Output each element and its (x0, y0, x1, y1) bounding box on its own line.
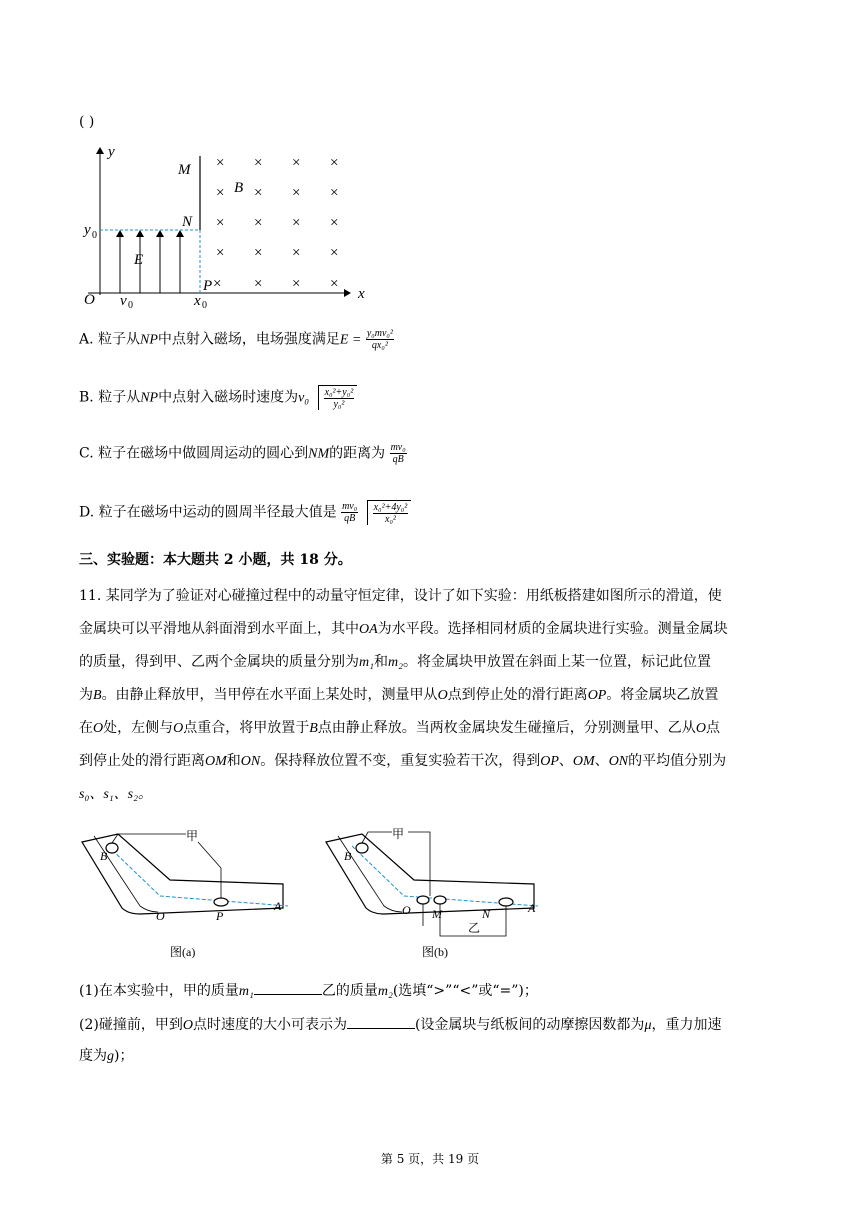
label-n: N (182, 214, 193, 230)
option-c: C. 粒子在磁场中做圆周运动的圆心到NM的距离为 $\frac{\text{mv₀}}{qB}$ (79, 442, 406, 465)
svg-text:B: B (344, 849, 352, 863)
svg-text:×: × (254, 245, 263, 261)
svg-text:A: A (528, 901, 536, 915)
svg-text:0: 0 (92, 230, 97, 241)
svg-text:×: × (330, 276, 339, 292)
label-x0: x (194, 293, 201, 309)
svg-text:×: × (292, 155, 301, 171)
svg-text:乙: 乙 (468, 921, 481, 935)
svg-text:×: × (330, 155, 339, 171)
svg-text:0: 0 (128, 300, 133, 311)
svg-text:甲: 甲 (392, 827, 405, 841)
svg-text:N: N (482, 907, 491, 921)
block-b-a (106, 843, 118, 853)
field-diagram (78, 140, 378, 312)
option-a: A. 粒子从NP中点射入磁场，电场强度满足E = $\frac{\text{y₀mv₀²}}{\text{qx₀²}}$ (79, 328, 393, 351)
block-p-a (214, 898, 228, 906)
svg-text:O: O (402, 903, 411, 917)
label-m: M (178, 162, 191, 178)
answer-blank-2[interactable] (347, 1014, 415, 1029)
label-p: P (203, 278, 213, 294)
label-e: E (134, 252, 144, 268)
question-11: 11. 某同学为了验证对心碰撞过程中的动量守恒定律，设计了如下实验：用纸板搭建如图所示的滑道，使 金属块可以平滑地从斜面滑到水平面上，其中OA为水平段。选择相同材质的金属块进行实验。测量金属块 的质量，得到甲、乙两个金属块的质量分别为m₁和m₂。将金属块甲放置在斜面上某一位置，标记此位置 为B。由静止释放甲，当甲停在水平面上某处时，测量甲从O点到停止处的滑行距离OP。将金属块乙放置 在O处，左侧与O点重合，将甲放置于B点由静止释放。当两枚金属块发生碰撞后，分别测量甲、乙从O点 到停止处的滑行距离OM和ON。保持释放位置不变，重复实验若干次，得到OP、OM、ON的平均值分别为 s₀、s₁、s₂。 (79, 588, 728, 802)
svg-text:×: × (216, 245, 225, 261)
label-y: y (108, 144, 115, 160)
svg-text:A: A (274, 899, 282, 913)
block-m-b (434, 896, 446, 904)
svg-text:×: × (254, 215, 263, 231)
slide-path-a (108, 846, 288, 906)
label-o: O (84, 292, 95, 308)
block-n-b (499, 898, 513, 906)
svg-text:×: × (216, 155, 225, 171)
svg-text:B: B (100, 849, 108, 863)
figure-a (78, 828, 298, 968)
svg-text:×: × (330, 185, 339, 201)
sub-question-2-cont: 度为g)； (79, 1048, 134, 1064)
block-o-b (417, 896, 429, 904)
b-field-crosses (213, 155, 338, 292)
sub-question-2: (2)碰撞前，甲到O点时速度的大小可表示为 (设金属块与纸板间的动摩擦因数都为μ，重力加速 (79, 1014, 721, 1036)
svg-text:O: O (156, 909, 165, 923)
svg-text:×: × (330, 245, 339, 261)
answer-blank-1[interactable] (254, 980, 322, 995)
svg-text:×: × (213, 276, 222, 292)
answer-paren: ( ) (79, 114, 95, 130)
svg-text:×: × (216, 215, 225, 231)
option-b: B. 粒子从NP中点射入磁场时速度为v₀ $\frac{\text{x₀²+y₀²}}{\text{y₀²}}$ (79, 385, 357, 410)
label-y0: y (84, 222, 91, 238)
page-footer: 第 5 页，共 19 页 (380, 1152, 480, 1166)
block-b-b (356, 843, 368, 853)
sub-question-1: (1)在本实验中，甲的质量m₁ 乙的质量m₂(选填“>”“<”或“=”)； (79, 980, 538, 1002)
svg-text:×: × (216, 185, 225, 201)
svg-text:×: × (254, 155, 263, 171)
e-field-arrows (120, 231, 180, 293)
svg-text:×: × (254, 276, 263, 292)
svg-text:×: × (292, 276, 301, 292)
caption-a: 图(a) (170, 945, 196, 959)
svg-text:×: × (292, 185, 301, 201)
svg-text:P: P (216, 909, 224, 923)
figure-b (322, 826, 552, 968)
svg-text:M: M (432, 907, 442, 921)
section-heading: 三、实验题：本大题共 2 小题，共 18 分。 (79, 552, 352, 568)
svg-text:×: × (254, 185, 263, 201)
svg-text:甲: 甲 (186, 829, 199, 843)
caption-b: 图(b) (422, 945, 448, 959)
label-x: x (358, 286, 365, 302)
option-d: D. 粒子在磁场中运动的圆周半径最大值是 $\frac{\text{mv₀}}{qB}$ $\frac{\text{x₀²+4y₀²}}{\text{x₀²}}$ (79, 500, 411, 525)
svg-text:×: × (292, 215, 301, 231)
label-b: B (234, 180, 244, 196)
label-v0: v (120, 293, 127, 309)
svg-text:×: × (292, 245, 301, 261)
svg-text:0: 0 (202, 300, 207, 311)
svg-text:×: × (330, 215, 339, 231)
